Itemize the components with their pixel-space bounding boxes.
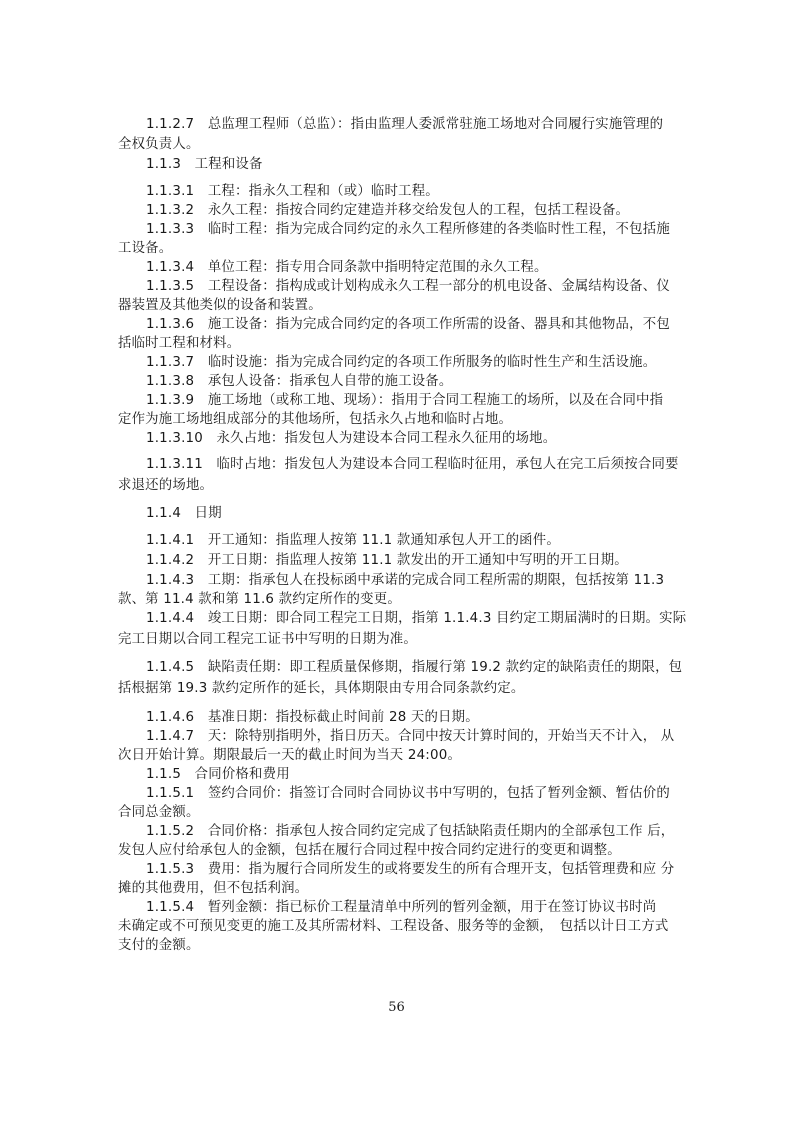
text-line: 1.1.3.7 临时设施：指为完成合同约定的各项工作所服务的临时性生产和生活设施。 (146, 355, 657, 370)
text-line: 器装置及其他类似的设备和装置。 (118, 298, 322, 313)
text-line: 括临时工程和材料。 (118, 336, 241, 351)
text-line: 1.1.4.1 开工通知：指监理人按第 11.1 款通知承包人开工的函件。 (146, 533, 560, 548)
section-heading: 1.1.3 工程和设备 (146, 157, 263, 172)
text-line: 次日开始计算。期限最后一天的截止时间为当天 24:00。 (118, 748, 462, 763)
text-line: 1.1.4.3 工期：指承包人在投标函中承诺的完成合同工程所需的期限，包括按第 11.3 (146, 573, 665, 588)
text-line: 1.1.3.1 工程：指永久工程和（或）临时工程。 (146, 184, 439, 199)
text-line: 求退还的场地。 (118, 478, 214, 493)
text-line: 1.1.3.11 临时占地：指发包人为建设本合同工程临时征用，承包人在完工后须按合同要 (146, 457, 679, 472)
text-line: 支付的金额。 (118, 938, 200, 953)
text-line: 1.1.2.7 总监理工程师（总监）：指由监理人委派常驻施工场地对合同履行实施管理的 (146, 117, 664, 132)
page-number: 56 (388, 1000, 405, 1015)
text-line: 1.1.3.6 施工设备：指为完成合同约定的各项工作所需的设备、器具和其他物品，不包 (146, 317, 670, 332)
text-line: 1.1.5.3 费用：指为履行合同所发生的或将要发生的所有合理开支，包括管理费和应 分 (146, 862, 675, 877)
text-line: 1.1.3.4 单位工程：指专用合同条款中指明特定范围的永久工程。 (146, 260, 548, 275)
text-line: 工设备。 (118, 241, 173, 256)
text-line: 款、第 11.4 款和第 11.6 款约定所作的变更。 (118, 592, 401, 607)
text-line: 1.1.5.2 合同价格：指承包人按合同约定完成了包括缺陷责任期内的全部承包工作 后， (146, 824, 675, 839)
text-line: 1.1.4.6 基准日期：指投标截止时间前 28 天的日期。 (146, 710, 479, 725)
text-line: 1.1.3.2 永久工程：指按合同约定建造并移交给发包人的工程，包括工程设备。 (146, 203, 630, 218)
text-line: 1.1.4.2 开工日期：指监理人按第 11.1 款发出的开工通知中写明的开工日期。 (146, 553, 628, 568)
text-line: 1.1.4.7 天：除特别指明外，指日历天。合同中按天计算时间的，开始当天不计入， 从 (146, 729, 675, 744)
text-line: 全权负责人。 (118, 137, 200, 152)
section-heading: 1.1.4 日期 (146, 506, 222, 521)
text-line: 摊的其他费用，但不包括利润。 (118, 881, 309, 896)
text-line: 1.1.5.1 签约合同价：指签订合同时合同协议书中写明的，包括了暂列金额、暂估价的 (146, 786, 670, 801)
text-line: 未确定或不可预见变更的施工及其所需材料、工程设备、服务等的金额， 包括以计日工方式 (118, 919, 669, 934)
text-line: 合同总金额。 (118, 805, 200, 820)
text-line: 1.1.3.3 临时工程：指为完成合同约定的永久工程所修建的各类临时性工程，不包括施 (146, 222, 670, 237)
text-line: 1.1.3.8 承包人设备：指承包人自带的施工设备。 (146, 374, 453, 389)
text-line: 1.1.4.4 竣工日期：即合同工程完工日期，指第 1.1.4.3 目约定工期届满时的日期。实际 (146, 611, 687, 626)
text-line: 定作为施工场地组成部分的其他场所，包括永久占地和临时占地。 (118, 412, 513, 427)
text-line: 1.1.3.10 永久占地：指发包人为建设本合同工程永久征用的场地。 (146, 431, 557, 446)
text-line: 括根据第 19.3 款约定所作的延长，具体期限由专用合同条款约定。 (118, 681, 525, 696)
text-line: 1.1.5.4 暂列金额：指已标价工程量清单中所列的暂列金额，用于在签订协议书时尚 (146, 900, 657, 915)
text-line: 1.1.4.5 缺陷责任期：即工程质量保修期，指履行第 19.2 款约定的缺陷责任的期限，包 (146, 660, 683, 675)
text-line: 1.1.3.9 施工场地（或称工地、现场）：指用于合同工程施工的场所，以及在合同中指 (146, 393, 664, 408)
section-heading: 1.1.5 合同价格和费用 (146, 767, 290, 782)
text-line: 1.1.3.5 工程设备：指构成或计划构成永久工程一部分的机电设备、金属结构设备、仪 (146, 279, 670, 294)
text-line: 发包人应付给承包人的金额，包括在履行合同过程中按合同约定进行的变更和调整。 (118, 843, 621, 858)
text-line: 完工日期以合同工程完工证书中写明的日期为准。 (118, 632, 417, 647)
